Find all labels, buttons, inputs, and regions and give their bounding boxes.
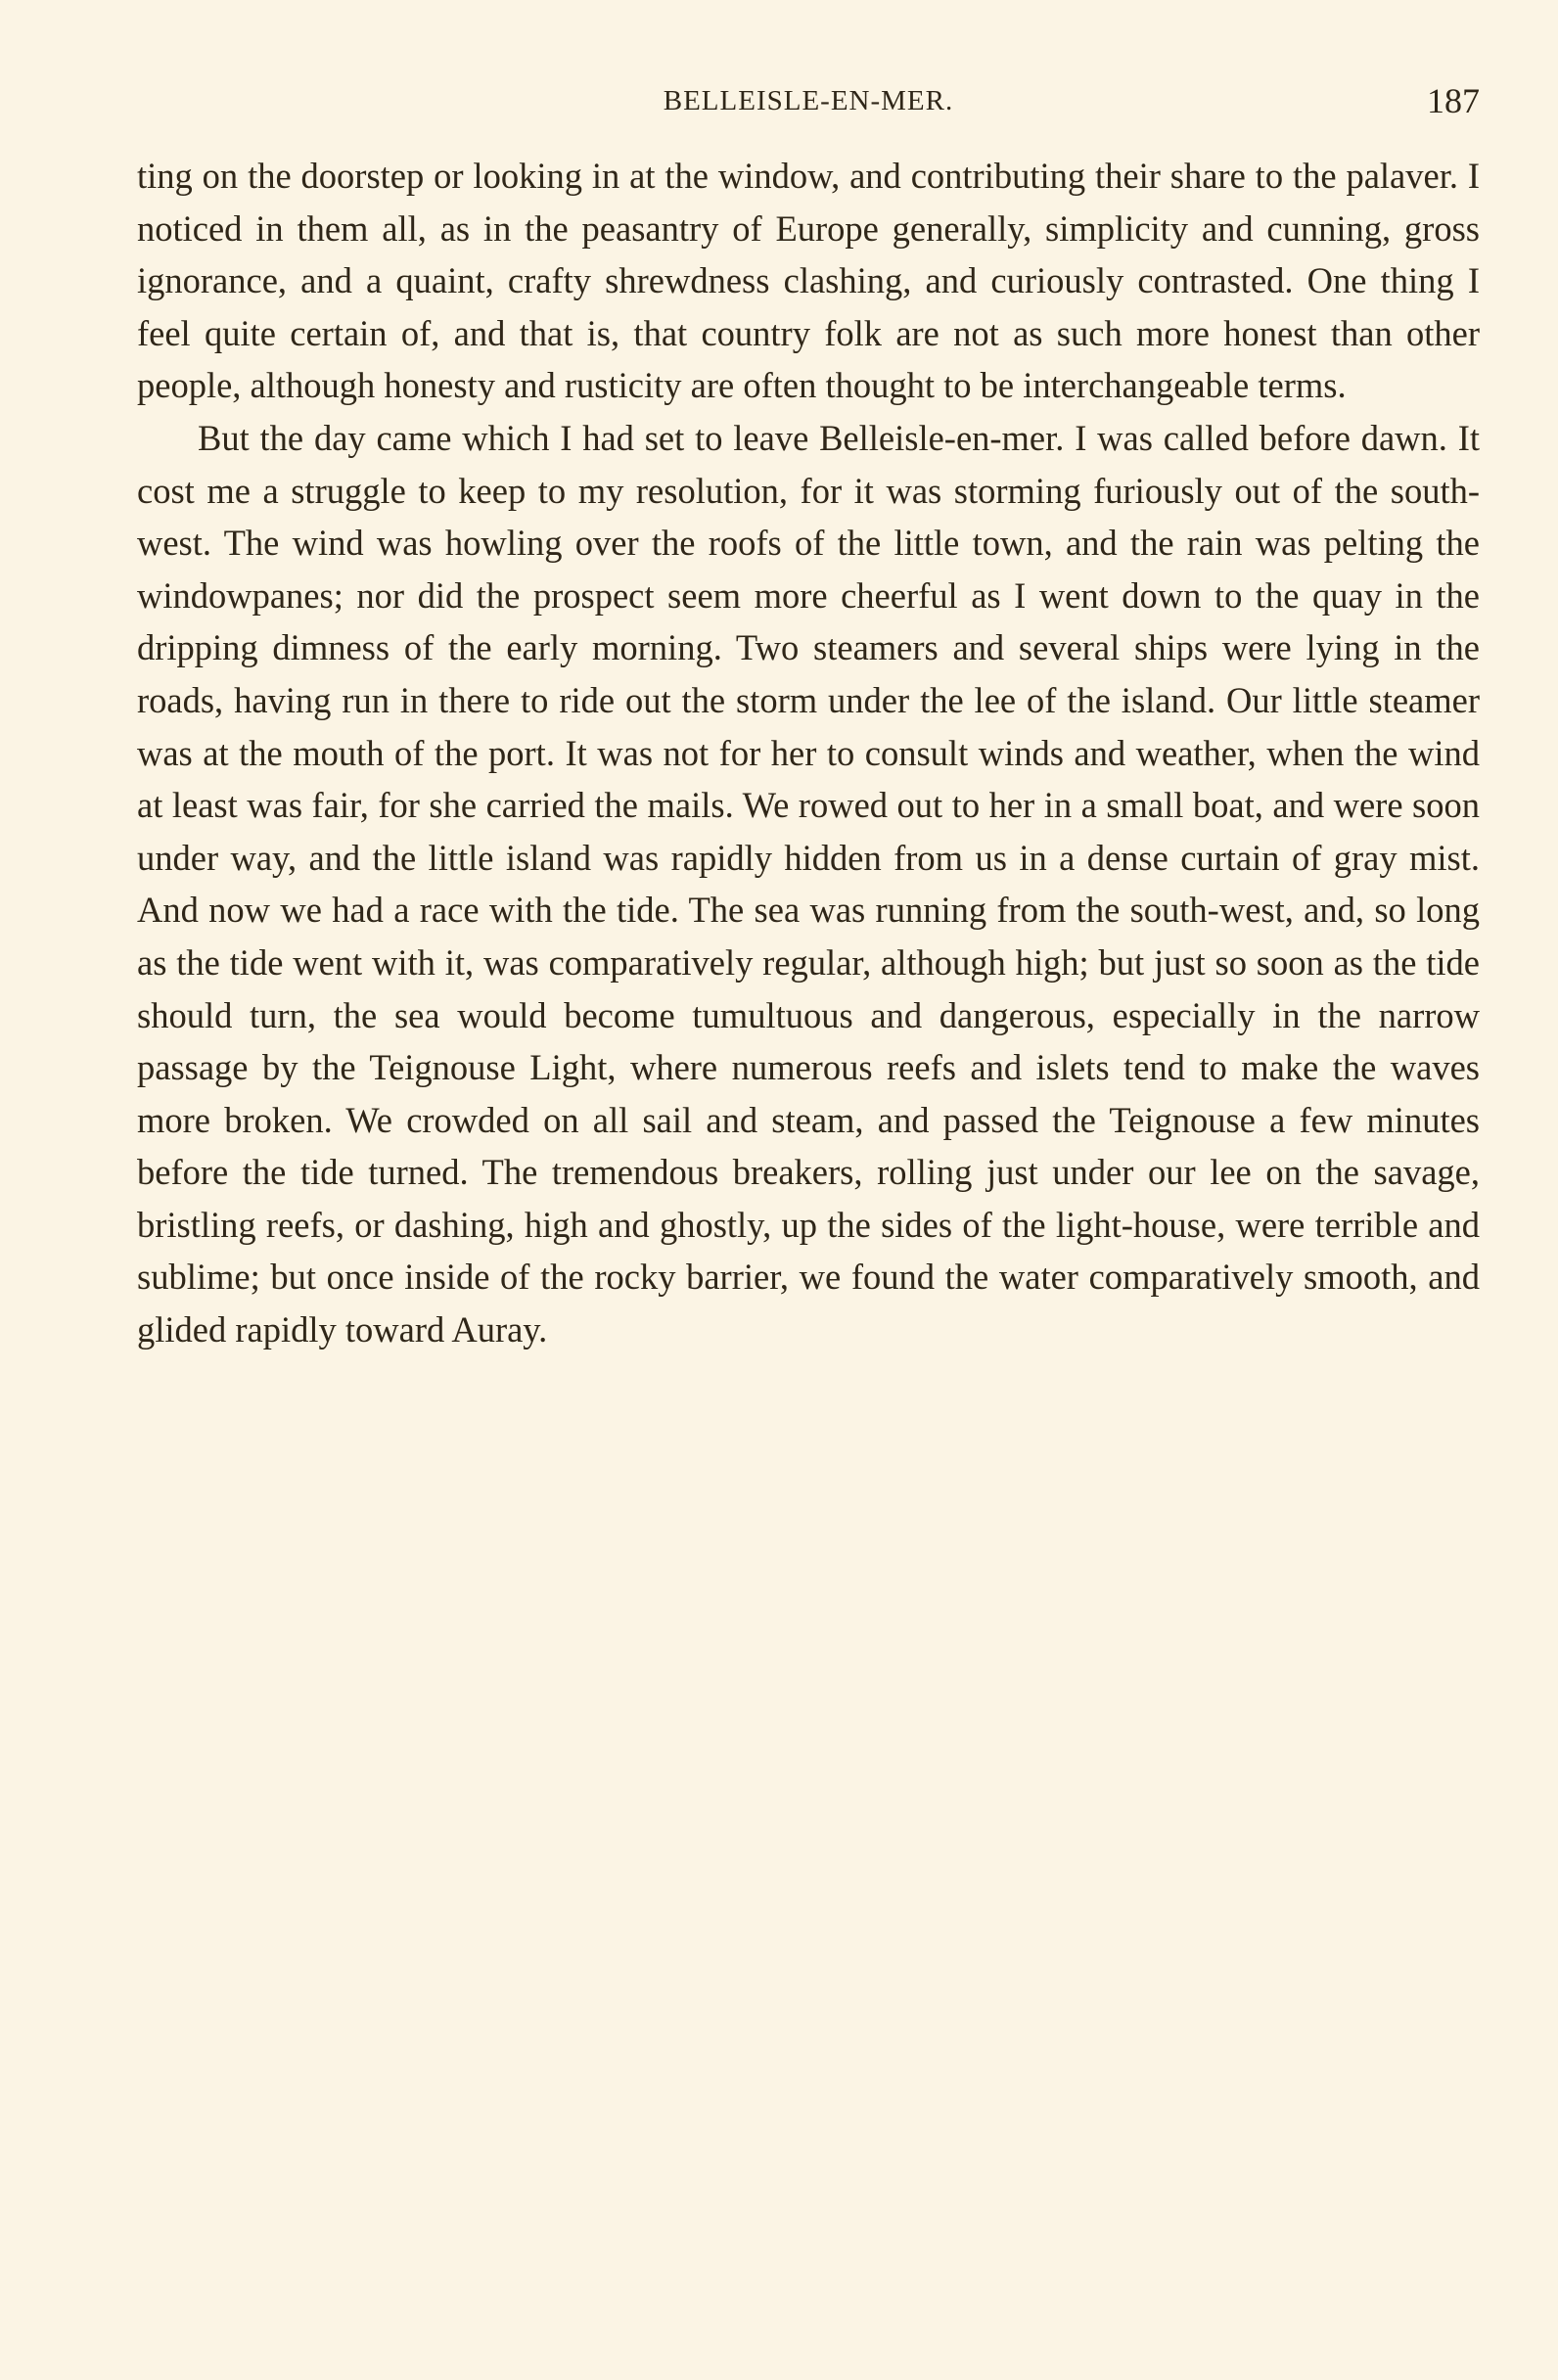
body-text xyxy=(137,150,1480,1356)
paragraph-departure: But the day came which I had set to leave Belleisle-en-mer. I was called before dawn. It cost me a struggle to keep to my resolution, for it was storming furiously out of the south-west. The wind was howling over the roofs of the little town, and the rain was pelting the windowpanes; nor did the prospect seem more cheerful as I went down to the quay in the dripping dimness of the early morning. Two steamers and several ships were lying in the roads, having run in there to ride out the storm under the lee of the island. Our little steamer was at the mouth of the port. It was not for her to consult winds and weather, when the wind at least was fair, for she carried the mails. We rowed out to her in a small boat, and were soon under way, and the little island was rapidly hidden from us in a dense curtain of gray mist. And now we had a race with the tide. The sea was running from the south-west, and, so long as the tide went with it, was comparatively regular, although high; but just so soon as the tide should turn, the sea would become tumultuous and dangerous, especially in the narrow passage by the Teignouse Light, where numerous reefs and islets tend to make the waves more broken. We crowded on all sail and steam, and passed the Teignouse a few minutes before the tide turned. The tremendous breakers, rolling just under our lee on the savage, bristling reefs, or dashing, high and ghostly, up the sides of the light-house, were terrible and sublime; but once inside of the rocky barrier, we found the water comparatively smooth, and glided rapidly toward Auray. xyxy=(137,417,1480,1350)
page-number: 187 xyxy=(1427,81,1480,120)
running-title: BELLEISLE-EN-MER. xyxy=(663,85,954,116)
running-header xyxy=(137,76,1480,125)
paragraph-continued: ting on the doorstep or looking in at the window, and contributing their share to the palaver. I noticed in them all, as in the peasantry of Europe generally, simplicity and cunning, gross ignorance, and a quaint, crafty shrewdness clashing, and curiously contrasted. One thing I feel quite certain of, and that is, that country folk are not as such more honest than other people, although honesty and rusticity are often thought to be interchangeable terms. xyxy=(137,156,1480,406)
